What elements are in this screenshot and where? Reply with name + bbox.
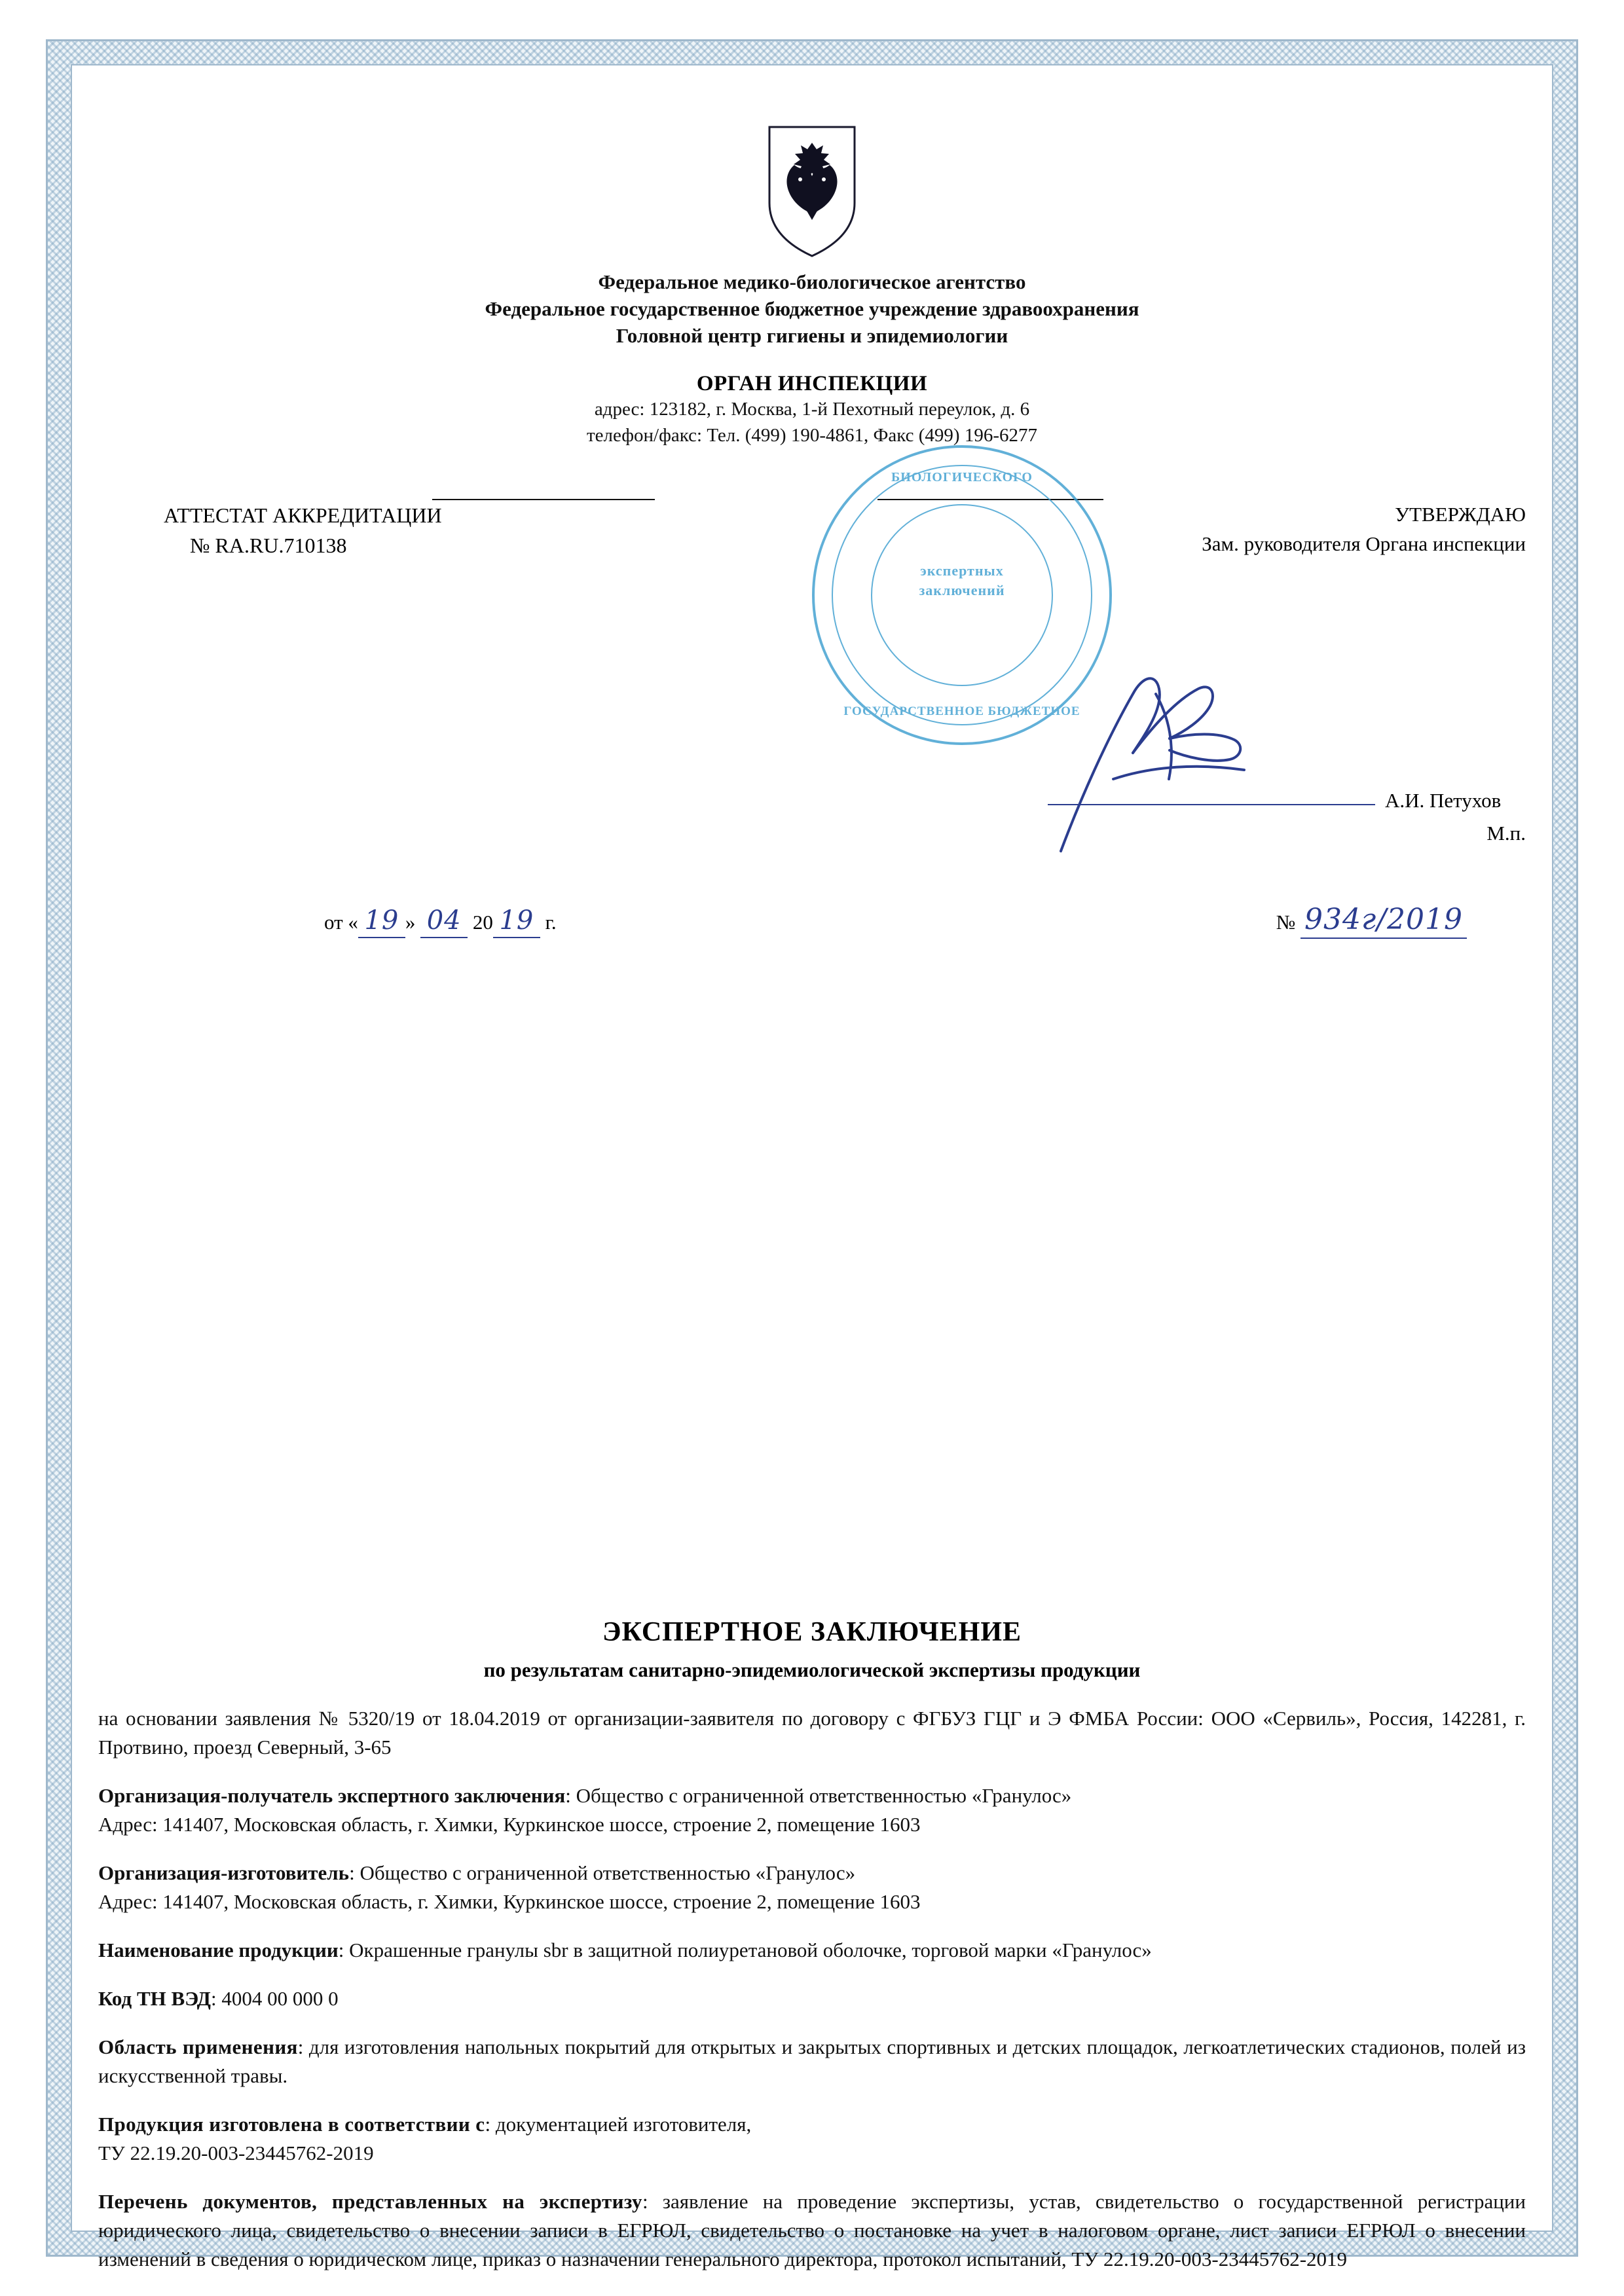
approval-signer-name: А.И. Петухов [1385,789,1502,812]
section-application-area-value: для изготовления напольных покрытий для открытых и закрытых спортивных и детских площадок, легкоатлетических стадионов, полей из искусственной травы. [98,2035,1526,2088]
approval-block [1202,500,1526,559]
accreditation-block [164,500,442,561]
organization-header [98,269,1526,350]
office-phone: телефон/факс: Тел. (499) 190-4861, Факс (499) 196-6277 [587,425,1037,446]
section-manufacturer-label: Организация-изготовитель [98,1861,350,1884]
section-compliance-spec: ТУ 22.19.20-003-23445762-2019 [98,2141,374,2165]
basis-paragraph: на основании заявления № 5320/19 от 18.04.2019 от организации-заявителя по договору с ФГБУЗ ГЦГ и Э ФМБА России: ООО «Сервиль», Россия, 142281, г. Протвино, проезд Северный, 3-65 [98,1706,1526,1758]
emblem-container [98,124,1526,265]
org-line-2: Федеральное государственное бюджетное учреждение здравоохранения [485,297,1139,320]
date-month: 04 [420,905,468,938]
section-tnved-code [98,1984,1526,2013]
approval-position: Зам. руководителя Органа инспекции [1202,532,1526,555]
section-recipient-label: Организация-получатель экспертного заключения [98,1783,566,1807]
date-number-row [98,894,1526,953]
date-mid: » [405,911,416,934]
section-recipient-value: Общество с ограниченной ответственностью «Гранулос» [576,1783,1072,1807]
section-product-name-label: Наименование продукции [98,1939,339,1961]
date-day: 19 [358,905,405,938]
section-product-name [98,1936,1526,1965]
section-compliance [98,2110,1526,2168]
stamp-bottom-text: ГОСУДАРСТВЕННОЕ БЮДЖЕТНОЕ [843,704,1080,718]
section-compliance-value: документацией изготовителя, [495,2113,752,2136]
accreditation-approval-row [98,500,1526,716]
section-product-name-value: Окрашенные гранулы sbr в защитной полиуретановой оболочке, торговой марки «Гранулос» [349,1939,1152,1961]
page-subtitle: по результатам санитарно-эпидемиологической экспертизы продукции [483,1658,1141,1681]
section-tnved-code-sep: : [210,1987,222,2011]
org-line-3: Головной центр гигиены и эпидемиологии [616,323,1008,347]
approval-word: УТВЕРЖДАЮ [1395,502,1526,526]
section-documents-list-value: заявление на проведение экспертизы, устав, свидетельство о государственной регистрации юридического лица, свидетельство о внесении записи в ЕГРЮЛ, свидетельство о постановке на учет в налоговом органе, лист записи ЕГРЮЛ о внесении изменений в сведения о юридическом лице, приказ о назначении генерального директора, протокол испытаний, ТУ 22.19.20-003-23445762-2019 [98,2190,1526,2271]
accreditation-number: № RA.RU.710138 [190,534,347,558]
section-documents-list-label: Перечень документов, представленных на экспертизу [98,2190,642,2214]
number-value: 934г/2019 [1301,903,1467,939]
stamp-top-text: БИОЛОГИЧЕСКОГО [891,470,1033,484]
section-recipient-sep: : [565,1783,576,1807]
section-tnved-code-value: 4004 00 000 0 [221,1987,339,2011]
stamp-center-line-2: заключений [919,582,1005,598]
document-content [98,98,1526,2271]
russian-coat-of-arms-emblem [763,124,861,259]
section-application-area [98,2033,1526,2090]
org-line-1: Федеральное медико-биологическое агентство [598,270,1026,293]
date-year-prefix: 20 [472,911,493,934]
section-manufacturer [98,1859,1526,1916]
section-tnved-code-label: Код ТН ВЭД [98,1987,211,2011]
accreditation-title: АТТЕСТАТ АККРЕДИТАЦИИ [164,503,442,527]
date-suffix: г. [545,911,557,934]
section-product-name-sep: : [338,1939,350,1961]
signature-line [1048,804,1375,805]
document-body [98,1704,1526,2274]
date-year: 19 [493,905,540,938]
section-compliance-sep: : [485,2113,496,2136]
document-number-line [1276,903,1467,939]
date-prefix: от « [324,911,358,934]
inspection-body-title: ОРГАН ИНСПЕКЦИИ [696,371,928,395]
section-application-area-label: Область применения [98,2035,298,2059]
section-manufacturer-address: Адрес: 141407, Московская область, г. Химки, Куркинское шоссе, строение 2, помещение 1603 [98,1889,921,1913]
section-manufacturer-sep: : [349,1861,360,1884]
office-address: адрес: 123182, г. Москва, 1-й Пехотный переулок, д. 6 [594,398,1030,420]
section-manufacturer-value: Общество с ограниченной ответственностью «Гранулос» [360,1861,856,1884]
section-recipient [98,1781,1526,1839]
section-application-area-sep: : [297,2035,309,2059]
stamp-center-line-1: экспертных [920,562,1004,579]
section-documents-list-sep: : [642,2190,663,2214]
section-recipient-address: Адрес: 141407, Московская область, г. Химки, Куркинское шоссе, строение 2, помещение 1603 [98,1812,921,1836]
section-compliance-label: Продукция изготовлена в соответствии с [98,2113,485,2136]
page-title: ЭКСПЕРТНОЕ ЗАКЛЮЧЕНИЕ [602,1616,1022,1647]
seal-mark-label: М.п. [1486,822,1526,845]
date-line [324,905,557,938]
number-label: № [1276,911,1296,934]
section-documents-list [98,2187,1526,2274]
